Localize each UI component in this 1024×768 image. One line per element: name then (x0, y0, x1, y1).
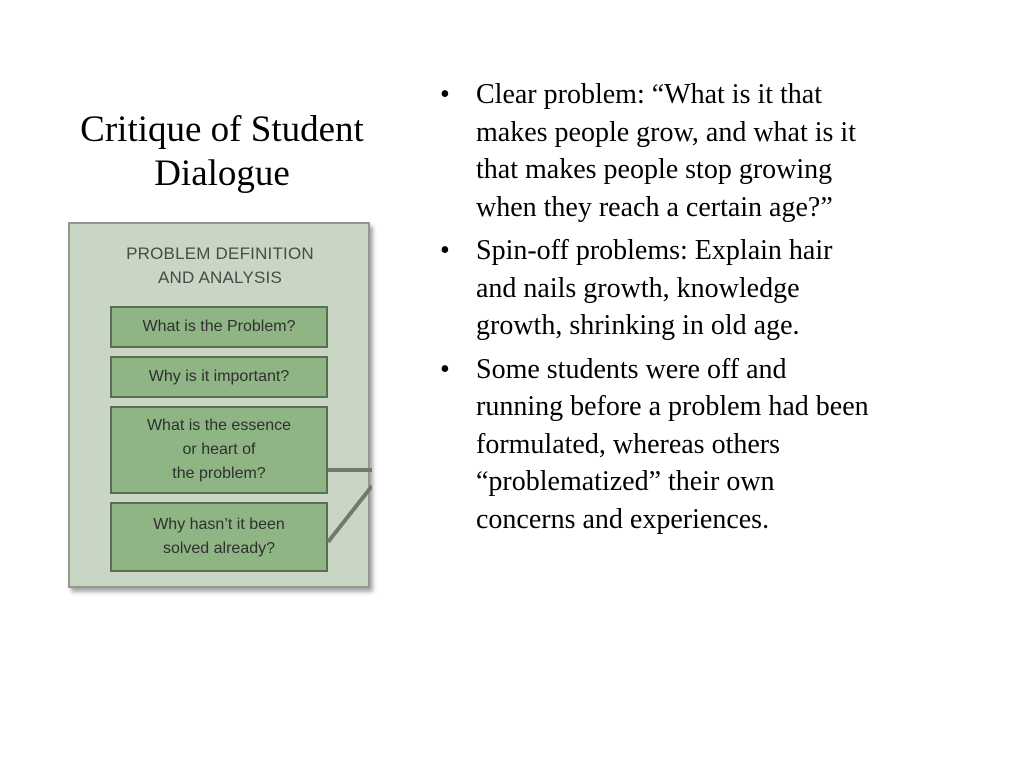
figure-heading (70, 242, 370, 290)
figure-box-line: Why is it important? (148, 368, 290, 385)
slide-title (52, 108, 392, 196)
bullet-line: that makes people stop growing (476, 154, 833, 185)
bullet-text (476, 351, 980, 539)
bullet-line: Spin-off problems: Explain hair (476, 235, 833, 266)
connector-line-diagonal (328, 486, 372, 542)
bullet-dot: • (440, 235, 450, 266)
bullet-list (440, 76, 980, 544)
figure-box-line: or heart of (182, 441, 256, 458)
figure-box-line: the problem? (172, 465, 266, 482)
bullet-line: Clear problem: “What is it that (476, 79, 823, 110)
bullet-item (440, 351, 980, 539)
bullet-line: growth, shrinking in old age. (476, 310, 800, 341)
figure-box-essence (110, 406, 328, 494)
figure-box-why-not-solved (110, 502, 328, 572)
bullet-dot: • (440, 79, 450, 110)
bullet-text (476, 76, 980, 226)
bullet-line: makes people grow, and what is it (476, 116, 856, 148)
slide-title-line: Dialogue (154, 153, 290, 194)
bullet-text (476, 232, 980, 345)
figure-box-line: Why hasn’t it been (153, 516, 285, 533)
bullet-line: Some students were off and (476, 353, 787, 385)
figure-heading-line: PROBLEM DEFINITION (126, 244, 314, 263)
slide-title-line: Critique of Student (80, 109, 364, 150)
bullet-line: running before a problem had been (476, 391, 869, 422)
bullet-line: formulated, whereas others (476, 428, 780, 460)
bullet-line: concerns and experiences. (476, 503, 770, 535)
bullet-line: “problematized” their own (476, 466, 775, 497)
figure-box-line: What is the essence (146, 417, 292, 434)
figure-heading-line: AND ANALYSIS (158, 268, 282, 287)
figure-box-line: What is the Problem? (142, 318, 296, 335)
figure-box-why-important (110, 356, 328, 398)
bullet-item (440, 232, 980, 345)
problem-definition-figure (68, 222, 370, 588)
bullet-dot: • (440, 353, 450, 385)
figure-box-line: solved already? (162, 540, 276, 557)
bullet-line: when they reach a certain age?” (476, 191, 833, 223)
bullet-item (440, 76, 980, 226)
bullet-line: and nails growth, knowledge (476, 272, 800, 304)
figure-box-what-is-problem (110, 306, 328, 348)
